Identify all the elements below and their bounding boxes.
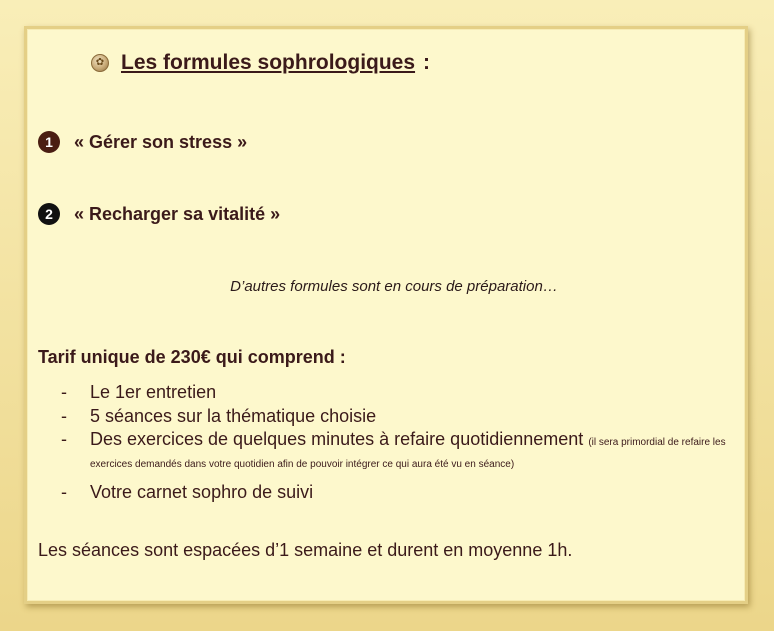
list-item-text: 5 séances sur la thématique choisie: [90, 406, 377, 426]
formula-label-1: « Gérer son stress »: [74, 131, 248, 152]
formula-item-1: [38, 131, 247, 153]
list-dash: -: [61, 482, 67, 502]
number-one-icon: 1: [38, 131, 60, 153]
title-row: [91, 51, 430, 75]
list-dash: -: [61, 429, 67, 449]
formula-item-2: [38, 203, 280, 225]
list-item-detail: (il sera primordial de refaire les exercices demandés dans votre quotidien afin de pouvoir intégrer ce qui aura été vu en séance): [90, 437, 726, 470]
title-text: Les formules sophrologiques: [121, 51, 416, 74]
list-item-text: Des exercices de quelques minutes à refaire quotidiennement: [90, 429, 584, 449]
preparation-note: [27, 278, 745, 295]
sophro-emblem-icon: ✿: [91, 54, 109, 72]
list-item-text: Le 1er entretien: [90, 382, 217, 402]
schedule-footer: Les séances sont espacées d’1 semaine et durent en moyenne 1h.: [38, 540, 573, 560]
page-title: [121, 51, 430, 75]
tarif-list: [61, 380, 741, 504]
list-item-text: Votre carnet sophro de suivi: [90, 482, 314, 502]
list-dash: -: [61, 406, 67, 426]
tarif-heading: Tarif unique de 230€ qui comprend :: [38, 347, 346, 367]
title-colon: :: [423, 51, 431, 74]
content-panel: [24, 26, 748, 604]
list-item: [61, 480, 741, 504]
list-item: [61, 404, 741, 428]
list-dash: -: [61, 382, 67, 402]
preparation-note-text: D’autres formules sont en cours de préparation…: [230, 278, 558, 295]
formula-label-2: « Recharger sa vitalité »: [74, 203, 281, 224]
list-item: [61, 428, 741, 472]
list-item: [61, 380, 741, 404]
number-two-icon: 2: [38, 203, 60, 225]
